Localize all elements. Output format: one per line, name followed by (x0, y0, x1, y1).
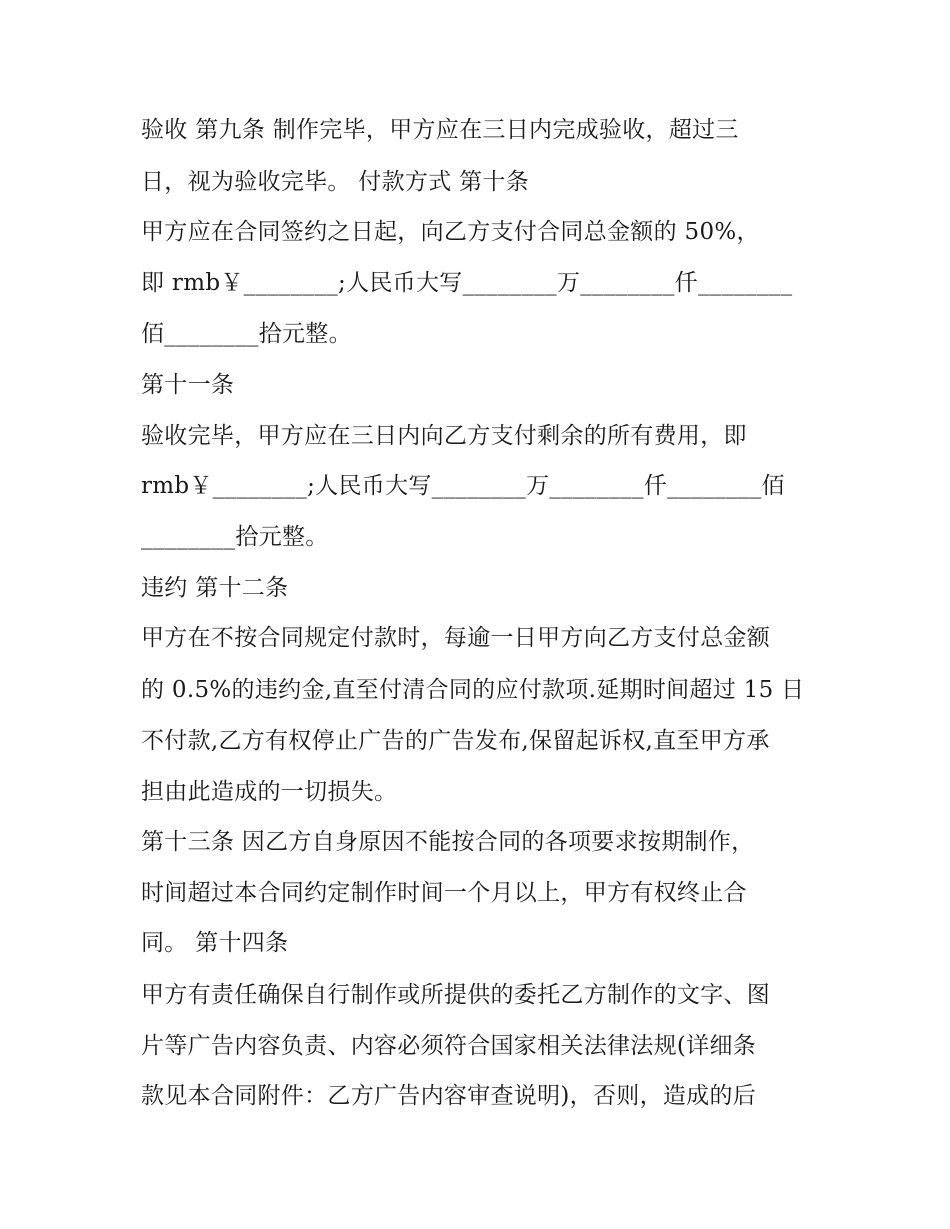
text-line: 不付款,乙方有权停止广告的广告发布,保留起诉权,直至甲方承 (141, 728, 770, 754)
text-line: 款见本合同附件：乙方广告内容审查说明)，否则，造成的后 (141, 1083, 757, 1109)
text-line: 验收完毕，甲方应在三日内向乙方支付剩余的所有费用，即 (141, 423, 747, 449)
text-line: 第十三条 因乙方自身原因不能按合同的各项要求按期制作， (141, 829, 755, 855)
text-line: ________拾元整。 (141, 524, 329, 550)
text-line: 同。 第十四条 (141, 930, 289, 956)
text-line: rmb￥________;人民币大写________万________仟________佰 (141, 473, 785, 499)
text-line: 违约 第十二条 (141, 575, 289, 601)
text-line: 即 rmb￥________;人民币大写________万________仟________ (141, 270, 793, 296)
text-line: 甲方有责任确保自行制作或所提供的委托乙方制作的文字、图 (141, 982, 771, 1008)
text-line: 甲方应在合同签约之日起，向乙方支付合同总金额的 50%， (141, 219, 760, 245)
text-line: 验收 第九条 制作完毕，甲方应在三日内完成验收，超过三 (141, 117, 739, 143)
text-line: 片等广告内容负责、内容必须符合国家相关法律法规(详细条 (141, 1033, 757, 1059)
text-line: 甲方在不按合同规定付款时，每逾一日甲方向乙方支付总金额 (141, 625, 771, 651)
text-line: 时间超过本合同约定制作时间一个月以上，甲方有权终止合 (141, 880, 747, 906)
text-line: 的 0.5%的违约金,直至付清合同的应付款项.延期时间超过 15 日 (141, 677, 805, 703)
text-line: 佰________拾元整。 (141, 321, 352, 347)
text-line: 担由此造成的一切损失。 (141, 779, 398, 805)
text-line: 日，视为验收完毕。 付款方式 第十条 (141, 169, 530, 195)
text-line: 第十一条 (141, 372, 235, 398)
